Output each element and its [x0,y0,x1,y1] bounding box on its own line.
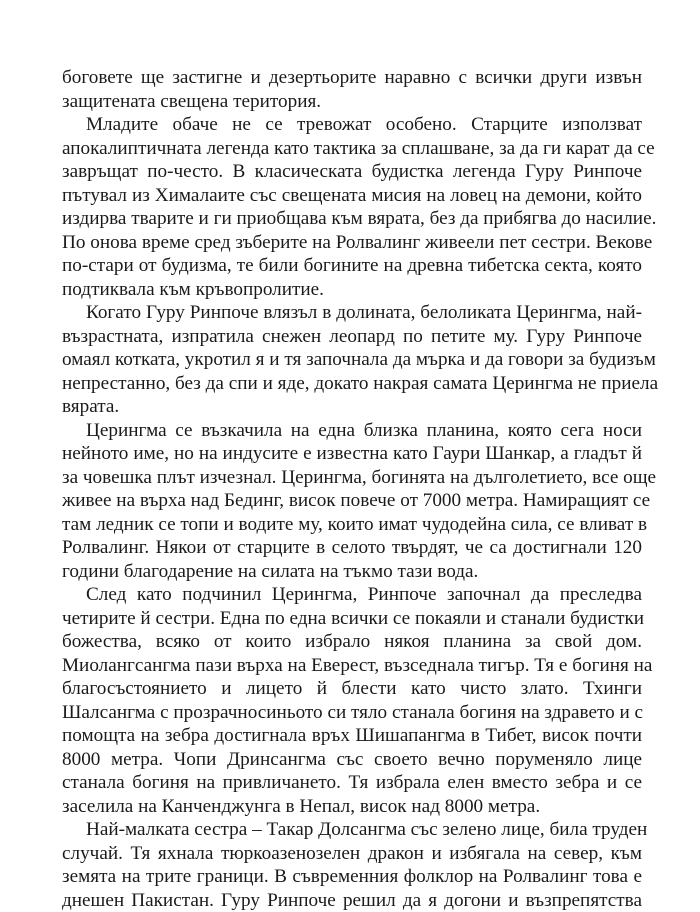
text-line: подтиквала към кръвопролитие. [62,278,642,302]
text-line: Ролвалинг. Някои от старците в селото твърдят, че са достигнали 120 [62,536,642,560]
text-line: вярата. [62,395,642,419]
text-line: живее на върха над Бединг, висок повече от 7000 метра. Намиращият се [62,489,642,513]
paragraph [62,301,642,419]
text-line: за човешка плът изчезнал. Церингма, богинята на дълголетието, все още [62,466,642,490]
text-line: четирите й сестри. Една по една всички се покаяли и станали будистки [62,607,642,631]
paragraph [62,66,642,113]
text-line: издирва тварите и ги приобщава към вярата, без да прибягва до насилие. [62,207,642,231]
text-line: пътувал из Хималаите със свещената мисия на ловец на демони, който [62,184,642,208]
text-line: Церингма се възкачила на една близка планина, която сега носи [62,419,642,443]
page-body [62,66,642,912]
text-line: божества, всяко от които избрало някоя планина за свой дом. [62,630,642,654]
text-line: След като подчинил Церингма, Ринпоче започнал да преследва [62,583,642,607]
text-line: омаял котката, укротил я и тя започнала да мърка и да говори за будизъм [62,348,642,372]
text-line: боговете ще застигне и дезертьорите наравно с всички други извън [62,66,642,90]
text-line: 8000 метра. Чопи Дринсангма със своето вечно поруменяло лице [62,748,642,772]
text-line: апокалиптичната легенда като тактика за сплашване, за да ги карат да се [62,137,642,161]
paragraph [62,583,642,818]
text-line: земята на трите граници. В съвременния фолклор на Ролвалинг това е [62,865,642,889]
text-line: по-стари от будизма, те били богините на древна тибетска секта, която [62,254,642,278]
text-line: непрестанно, без да спи и яде, докато накрая самата Церингма не приела [62,372,642,396]
text-line: нейното име, но на индусите е известна като Гаури Шанкар, а гладът й [62,442,642,466]
text-line: Най-малката сестра – Такар Долсангма със зелено лице, била труден [62,818,642,842]
text-line: Шалсангма с прозрачносиньото си тяло станала богиня на здравето и с [62,701,642,725]
text-line: заселила на Канченджунга в Непал, висок над 8000 метра. [62,795,642,819]
text-line: възрастната, изпратила снежен леопард по петите му. Гуру Ринпоче [62,325,642,349]
text-line: Миолангсангма пази върха на Еверест, възседнала тигър. Тя е богиня на [62,654,642,678]
text-line: там ледник се топи и водите му, които имат чудодейна сила, се вливат в [62,513,642,537]
text-line: помощта на зебра достигнала връх Шишапангма в Тибет, висок почти [62,724,642,748]
text-line: благосъстоянието и лицето й блести като чисто злато. Тхинги [62,677,642,701]
text-line: случай. Тя яхнала тюркоазенозелен дракон и избягала на север, към [62,842,642,866]
text-line: завръщат по-често. В класическата будистка легенда Гуру Ринпоче [62,160,642,184]
text-line: По онова време сред зъберите на Ролвалинг живеели пет сестри. Векове [62,231,642,255]
text-line: Младите обаче не се тревожат особено. Старците използват [62,113,642,137]
paragraph [62,818,642,912]
paragraph [62,419,642,584]
paragraph [62,113,642,301]
text-line: станала богиня на привличането. Тя избрала елен вместо зебра и се [62,771,642,795]
text-line: днешен Пакистан. Гуру Ринпоче решил да я догони и възпрепятства [62,889,642,912]
text-line: Когато Гуру Ринпоче влязъл в долината, белоликата Церингма, най- [62,301,642,325]
text-line: години благодарение на силата на тъкмо тази вода. [62,560,642,584]
text-line: защитената свещена територия. [62,90,642,114]
